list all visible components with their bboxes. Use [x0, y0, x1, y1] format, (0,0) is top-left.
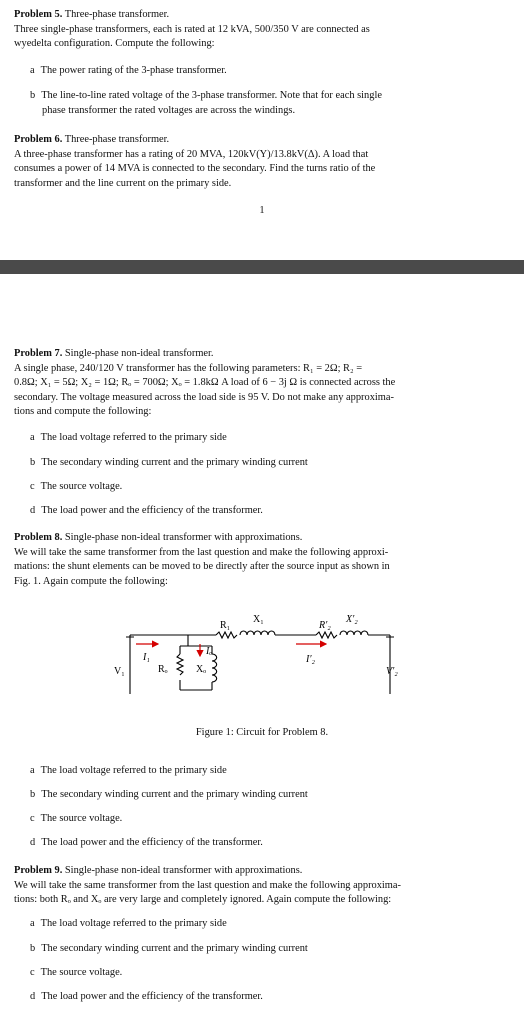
problem-heading: Problem 7.	[14, 348, 63, 359]
list-item	[30, 504, 500, 519]
list-item	[30, 431, 500, 446]
problem-text: A single phase, 240/120 V transformer has the following parameters: R₁ = 2Ω; R₂ =	[14, 362, 363, 374]
label-io: Iₒ	[206, 646, 213, 657]
problem-title: Single-phase non-ideal transformer with approximations.	[64, 532, 303, 543]
list-item-continued: phase transformer the rated voltages are across the windings.	[42, 105, 296, 116]
problem-text: Fig. 1. Again compute the following:	[14, 575, 168, 587]
item-text: The secondary winding current and the primary winding current	[41, 457, 308, 468]
list-item	[30, 788, 500, 803]
problem-text: tions and compute the following:	[14, 406, 152, 418]
page-1	[0, 0, 524, 232]
item-label: b	[30, 789, 36, 800]
item-text: The load power and the efficiency of the transformer.	[41, 505, 263, 516]
problem-text: 0.8Ω; X₁ = 5Ω; X₂ = 1Ω; Rₒ = 700Ω; Xₒ = 1.8kΩ A load of 6 − 3j Ω is connected across the	[14, 377, 396, 389]
list-item	[30, 89, 500, 104]
inductor-x2	[340, 631, 368, 635]
problem-text: secondary. The voltage measured across the load side is 95 V. Do not make any approxima-	[14, 391, 394, 403]
list-item	[30, 917, 500, 932]
item-label: c	[30, 481, 35, 492]
problem-text: We will take the same transformer from the last question and make the following approxi-	[14, 546, 389, 558]
page-number: 1	[259, 205, 265, 216]
item-label: a	[30, 65, 35, 76]
circuit-diagram	[110, 604, 410, 704]
item-text: The line-to-line rated voltage of the 3-phase transformer. Note that for each single	[41, 90, 382, 101]
list-item	[30, 966, 500, 981]
item-label: b	[30, 90, 36, 101]
item-label: a	[30, 918, 35, 929]
item-text: The power rating of the 3-phase transformer.	[40, 65, 227, 76]
item-text: The load voltage referred to the primary side	[40, 432, 227, 443]
problem-text: tions: both Rₒ and Xₒ are very large and completely ignored. Again compute the following:	[14, 894, 392, 906]
list-item	[30, 764, 500, 779]
problem-text: We will take the same transformer from the last question and make the following approxima-	[14, 879, 401, 891]
inductor-x1	[240, 631, 275, 635]
list-item	[30, 812, 500, 827]
item-label: d	[30, 837, 36, 848]
list-item	[30, 990, 500, 1005]
label-i1: I₁	[143, 652, 150, 663]
problem-text: consumes a power of 14 MVA is connected to the secondary. Find the turns ratio of the	[14, 163, 376, 175]
problem-title: Three-phase transformer.	[64, 134, 170, 145]
problem-6	[14, 133, 514, 191]
problem-text: A three-phase transformer has a rating of 20 MVA, 120kV(Y)/13.8kV(Δ). A load that	[14, 148, 369, 160]
label-x1: X₁	[253, 614, 264, 625]
problem-text: Three single-phase transformers, each is rated at 12 kVA, 500/350 V are connected as	[14, 23, 370, 35]
problem-heading: Problem 5.	[14, 9, 63, 20]
problem-heading: Problem 6.	[14, 134, 63, 145]
problem-9	[14, 864, 514, 908]
item-text: The load voltage referred to the primary side	[40, 918, 227, 929]
item-text: The secondary winding current and the primary winding current	[41, 789, 308, 800]
problem-text: transformer and the line current on the primary side.	[14, 177, 232, 189]
problem-5	[14, 8, 514, 52]
inductor-xo	[212, 654, 217, 682]
problem-7	[14, 347, 514, 420]
problem-text: mations: the shunt elements can be moved to be directly after the source input as shown in	[14, 561, 390, 573]
label-v1: V₁	[114, 666, 125, 677]
item-text: The source voltage.	[40, 481, 123, 492]
item-label: b	[30, 943, 36, 954]
label-r1: R₁	[220, 620, 231, 631]
list-item	[30, 64, 500, 79]
resistor-ro	[177, 654, 183, 675]
label-r2: R′₂	[319, 620, 331, 631]
item-label: d	[30, 991, 36, 1002]
item-text: The secondary winding current and the primary winding current	[41, 943, 308, 954]
problem-title: Three-phase transformer.	[64, 9, 170, 20]
item-text: The source voltage.	[40, 967, 123, 978]
problem-heading: Problem 9.	[14, 865, 63, 876]
item-label: b	[30, 457, 36, 468]
list-item	[30, 480, 500, 495]
label-x2: X′₂	[346, 614, 358, 625]
page-divider-bar	[0, 260, 524, 274]
problem-8	[14, 531, 514, 589]
list-item	[30, 456, 500, 471]
label-i2: I′₂	[306, 654, 315, 665]
item-label: c	[30, 813, 35, 824]
problem-title: Single-phase non-ideal transformer with approximations.	[64, 865, 303, 876]
label-xo: Xₒ	[196, 664, 207, 675]
item-label: a	[30, 432, 35, 443]
resistor-r2	[316, 632, 337, 638]
shunt-bottom-wire	[180, 680, 212, 690]
problem-heading: Problem 8.	[14, 532, 63, 543]
item-text: The load power and the efficiency of the transformer.	[41, 837, 263, 848]
item-text: The load power and the efficiency of the transformer.	[41, 991, 263, 1002]
problem-text: wyedelta configuration. Compute the following:	[14, 38, 215, 50]
resistor-r1	[216, 632, 237, 638]
item-text: The source voltage.	[40, 813, 123, 824]
page-separator	[0, 232, 524, 282]
label-v2: V′₂	[386, 666, 398, 677]
item-label: d	[30, 505, 36, 516]
figure-caption: Figure 1: Circuit for Problem 8.	[195, 727, 329, 738]
problem-title: Single-phase non-ideal transformer.	[64, 348, 214, 359]
label-ro: Rₒ	[158, 664, 168, 675]
item-label: a	[30, 765, 35, 776]
item-label: c	[30, 967, 35, 978]
list-item	[30, 836, 500, 851]
item-text: The load voltage referred to the primary side	[40, 765, 227, 776]
list-item	[30, 942, 500, 957]
